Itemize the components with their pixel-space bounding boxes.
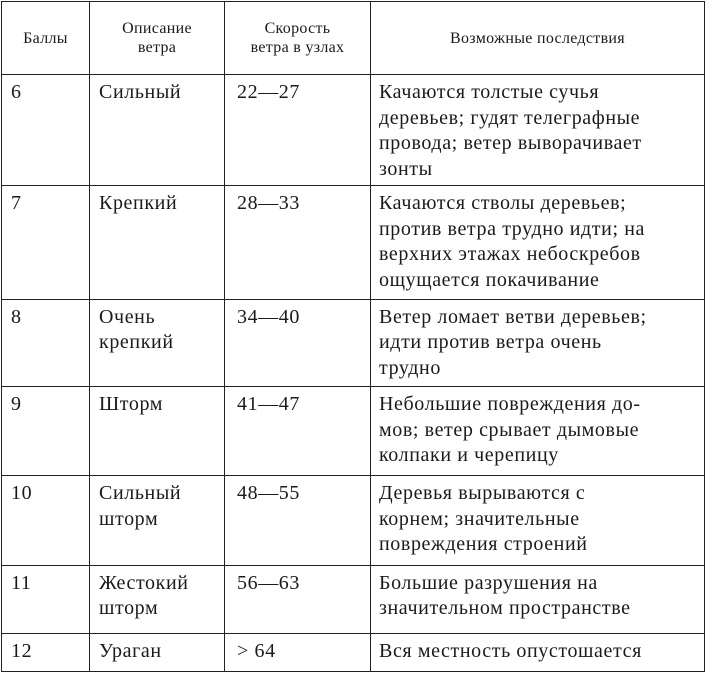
table-row-12	[2, 634, 705, 672]
score-cell: 8	[2, 299, 90, 387]
speed-cell: 41—47	[225, 387, 371, 476]
score-cell: 10	[2, 476, 90, 566]
score-cell: 9	[2, 387, 90, 476]
header-description-line-1: Описание	[122, 20, 192, 37]
score-cell: 11	[2, 565, 90, 633]
header-score: Баллы	[2, 2, 90, 75]
header-description	[90, 2, 225, 75]
effects-cell: Небольшие повреждения до- мов; ветер срывает дымовые колпаки и черепицу	[371, 387, 705, 476]
wind-scale-table	[1, 1, 705, 672]
table-row-9	[2, 387, 705, 476]
table-row-6	[2, 75, 705, 186]
speed-cell: 28—33	[225, 186, 371, 299]
description-cell: Очень крепкий	[90, 299, 225, 387]
effects-cell: Качаются толстые сучья деревьев; гудят телеграфные провода; ветер выворачивает зонты	[371, 75, 705, 186]
table-row-7	[2, 186, 705, 299]
speed-cell: 56—63	[225, 565, 371, 633]
description-cell: Сильный	[90, 75, 225, 186]
description-cell: Сильный шторм	[90, 476, 225, 566]
header-speed	[225, 2, 371, 75]
table-row-10	[2, 476, 705, 566]
description-cell: Ураган	[90, 634, 225, 672]
speed-cell: > 64	[225, 634, 371, 672]
effects-cell: Деревья вырываются с корнем; значительные повреждения строений	[371, 476, 705, 566]
effects-cell: Большие разрушения на значительном пространстве	[371, 565, 705, 633]
description-cell: Крепкий	[90, 186, 225, 299]
header-description-line-2: ветра	[137, 39, 177, 56]
header-effects: Возможные последствия	[371, 2, 705, 75]
effects-cell: Качаются стволы деревьев; против ветра трудно идти; на верхних этажах небоскребов ощущается покачивание	[371, 186, 705, 299]
table-row-8	[2, 299, 705, 387]
score-cell: 6	[2, 75, 90, 186]
speed-cell: 48—55	[225, 476, 371, 566]
speed-cell: 22—27	[225, 75, 371, 186]
table-row-11	[2, 565, 705, 633]
effects-cell: Ветер ломает ветви деревьев; идти против ветра очень трудно	[371, 299, 705, 387]
score-cell: 12	[2, 634, 90, 672]
description-cell: Жестокий шторм	[90, 565, 225, 633]
effects-cell: Вся местность опустошается	[371, 634, 705, 672]
header-speed-line-1: Скорость	[264, 20, 331, 37]
header-speed-line-2: ветра в узлах	[250, 39, 345, 56]
description-cell: Шторм	[90, 387, 225, 476]
header-row	[2, 2, 705, 75]
speed-cell: 34—40	[225, 299, 371, 387]
score-cell: 7	[2, 186, 90, 299]
